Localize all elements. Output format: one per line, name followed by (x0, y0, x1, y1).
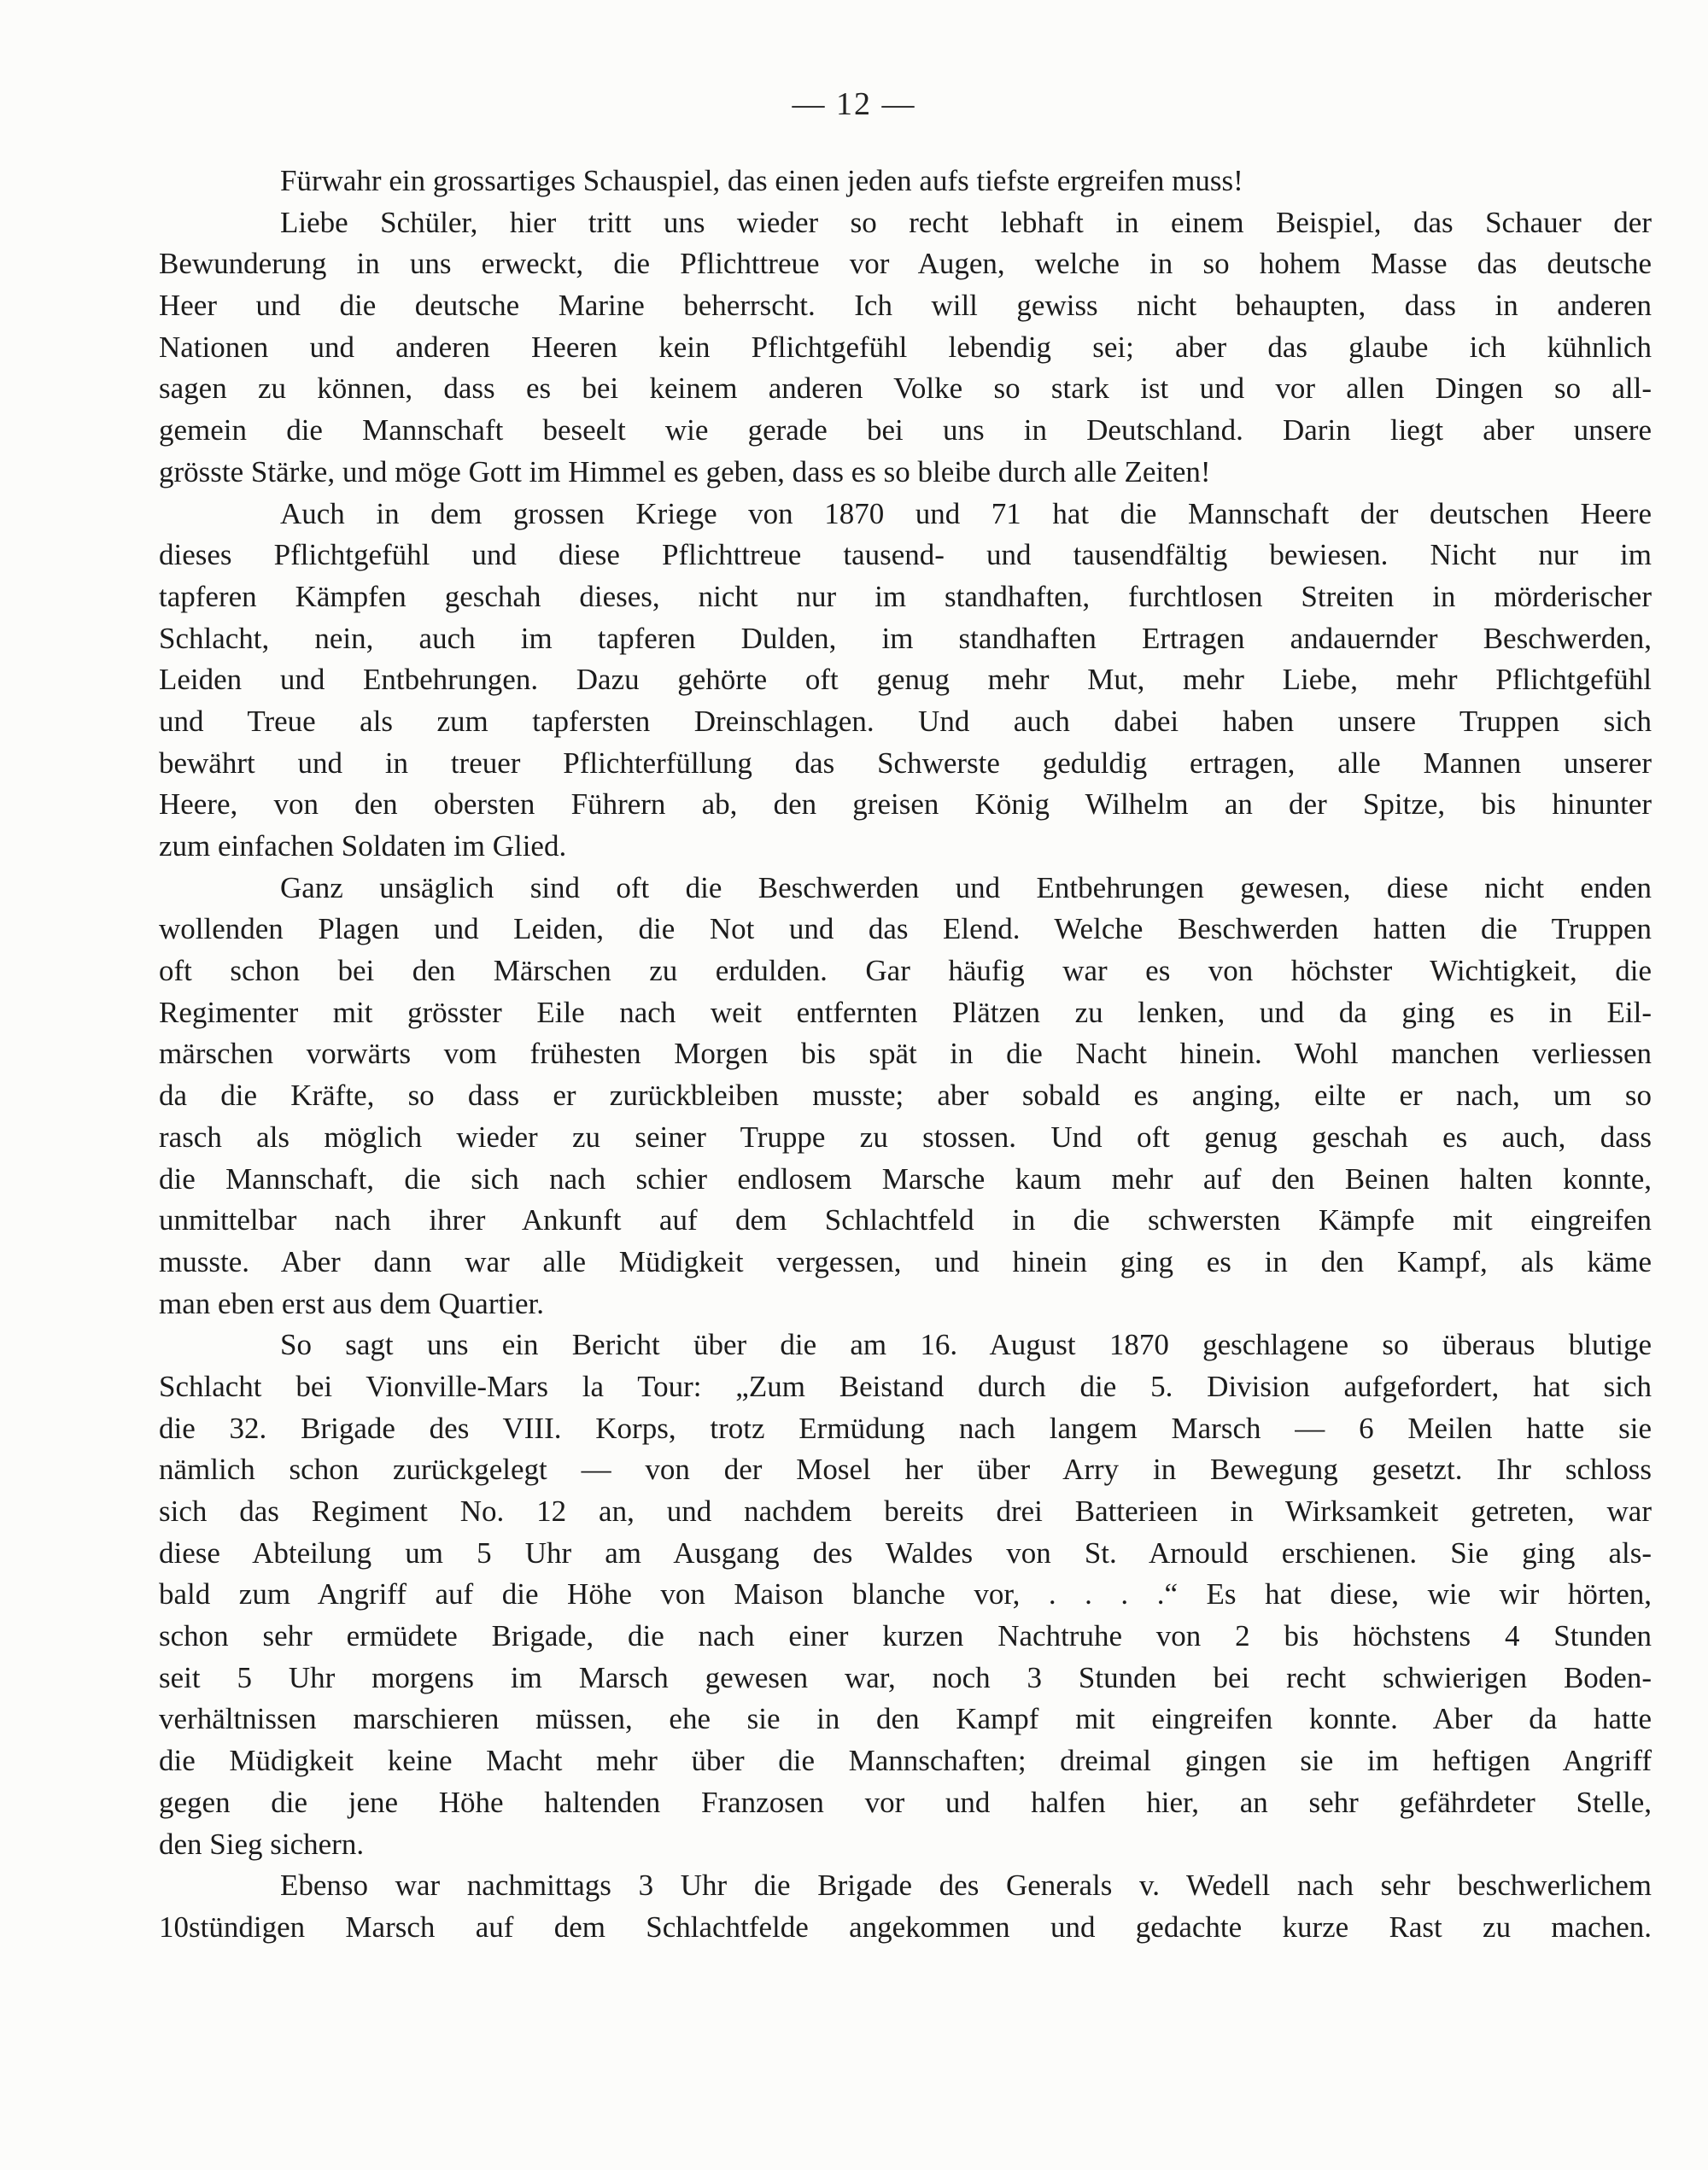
text-line: den Sieg sichern. (159, 1827, 365, 1861)
text-line: diese Abteilung um 5 Uhr am Ausgang des Waldes von St. Arnould erschienen. Sie ging als- (159, 1535, 1652, 1570)
text-line: nämlich schon zurückgelegt — von der Mosel her über Arry in Bewegung gesetzt. Ihr schloss (159, 1453, 1652, 1487)
page-number: — 12 — (792, 86, 916, 122)
text-line: unmittelbar nach ihrer Ankunft auf dem Schlachtfeld in die schwersten Kämpfe mit eingreifen (159, 1203, 1652, 1237)
body-text (159, 161, 1652, 1949)
text-line: 10stündigen Marsch auf dem Schlachtfelde angekommen und gedachte kurze Rast zu machen. (159, 1910, 1652, 1944)
text-line: Liebe Schüler, hier tritt uns wieder so recht lebhaft in einem Beispiel, das Schauer der (280, 205, 1652, 239)
text-line: oft schon bei den Märschen zu erdulden. Gar häufig war es von höchster Wichtigkeit, die (159, 954, 1652, 988)
text-line: die Müdigkeit keine Macht mehr über die Mannschaften; dreimal gingen sie im heftigen Angriff (159, 1744, 1652, 1778)
text-line: gemein die Mannschaft beseelt wie gerade bei uns in Deutschland. Darin liegt aber unsere (159, 413, 1652, 447)
text-line: Ebenso war nachmittags 3 Uhr die Brigade des Generals v. Wedell nach sehr beschwerlichem (280, 1869, 1652, 1903)
text-line: Nationen und anderen Heeren kein Pflichtgefühl lebendig sei; aber das glaube ich kühnlich (159, 330, 1652, 364)
text-line: grösste Stärke, und möge Gott im Himmel es geben, dass es so bleibe durch alle Zeiten! (159, 454, 1211, 488)
text-line: die 32. Brigade des VIII. Korps, trotz Ermüdung nach langem Marsch — 6 Meilen hatte sie (159, 1411, 1652, 1445)
text-line: die Mannschaft, die sich nach schier endlosem Marsche kaum mehr auf den Beinen halten konnte, (159, 1161, 1652, 1196)
text-line: verhältnissen marschieren müssen, ehe sie in den Kampf mit eingreifen konnte. Aber da hatte (159, 1702, 1652, 1736)
text-line: musste. Aber dann war alle Müdigkeit vergessen, und hinein ging es in den Kampf, als käme (159, 1244, 1652, 1278)
text-line: seit 5 Uhr morgens im Marsch gewesen war, noch 3 Stunden bei recht schwierigen Boden- (159, 1660, 1652, 1694)
text-line: Schlacht, nein, auch im tapferen Dulden, im standhaften Ertragen andauernder Beschwerden, (159, 621, 1652, 655)
text-line: schon sehr ermüdete Brigade, die nach einer kurzen Nachtruhe von 2 bis höchstens 4 Stunden (159, 1619, 1652, 1653)
text-line: wollenden Plagen und Leiden, die Not und das Elend. Welche Beschwerden hatten die Truppen (159, 912, 1652, 946)
text-line: zum einfachen Soldaten im Glied. (159, 829, 567, 863)
text-line: Heere, von den obersten Führern ab, den greisen König Wilhelm an der Spitze, bis hinunter (159, 787, 1652, 822)
text-line: Leiden und Entbehrungen. Dazu gehörte oft genug mehr Mut, mehr Liebe, mehr Pflichtgefühl (159, 663, 1652, 697)
text-line: Bewunderung in uns erweckt, die Pflichttreue vor Augen, welche in so hohem Masse das deutsche (159, 247, 1652, 281)
text-line: Regimenter mit grösster Eile nach weit entfernten Plätzen zu lenken, und da ging es in Eil- (159, 995, 1652, 1029)
text-line: Fürwahr ein grossartiges Schauspiel, das einen jeden aufs tiefste ergreifen muss! (280, 164, 1243, 197)
text-line: märschen vorwärts vom frühesten Morgen bis spät in die Nacht hinein. Wohl manchen verliessen (159, 1037, 1652, 1071)
text-line: und Treue als zum tapfersten Dreinschlagen. Und auch dabei haben unsere Truppen sich (159, 704, 1652, 738)
text-line: Heer und die deutsche Marine beherrscht. Ich will gewiss nicht behaupten, dass in anderen (159, 289, 1652, 323)
text-line: dieses Pflichtgefühl und diese Pflichttreue tausend- und tausendfältig bewiesen. Nicht nur im (159, 538, 1652, 572)
text-line: man eben erst aus dem Quartier. (159, 1286, 544, 1320)
text-line: bald zum Angriff auf die Höhe von Maison blanche vor, . . . .“ Es hat diese, wie wir hörten, (159, 1577, 1652, 1611)
text-line: sagen zu können, dass es bei keinem anderen Volke so stark ist und vor allen Dingen so all- (159, 371, 1652, 406)
text-line: Schlacht bei Vionville-Mars la Tour: „Zum Beistand durch die 5. Division aufgefordert, hat sich (159, 1369, 1652, 1403)
text-line: bewährt und in treuer Pflichterfüllung das Schwerste geduldig ertragen, alle Mannen unserer (159, 746, 1652, 780)
text-line: Ganz unsäglich sind oft die Beschwerden und Entbehrungen gewesen, diese nicht enden (280, 870, 1652, 904)
text-line: gegen die jene Höhe haltenden Franzosen vor und halfen hier, an sehr gefährdeter Stelle, (159, 1785, 1652, 1819)
text-line: rasch als möglich wieder zu seiner Truppe zu stossen. Und oft genug geschah es auch, dass (159, 1120, 1652, 1154)
text-line: da die Kräfte, so dass er zurückbleiben musste; aber sobald es anging, eilte er nach, um so (159, 1079, 1652, 1113)
text-line: tapferen Kämpfen geschah dieses, nicht nur im standhaften, furchtlosen Streiten in mörderischer (159, 579, 1652, 613)
text-line: sich das Regiment No. 12 an, und nachdem bereits drei Batterieen in Wirksamkeit getreten, war (159, 1494, 1652, 1528)
text-line: Auch in dem grossen Kriege von 1870 und 71 hat die Mannschaft der deutschen Heere (280, 496, 1652, 530)
text-line: So sagt uns ein Bericht über die am 16. August 1870 geschlagene so überaus blutige (280, 1328, 1652, 1362)
